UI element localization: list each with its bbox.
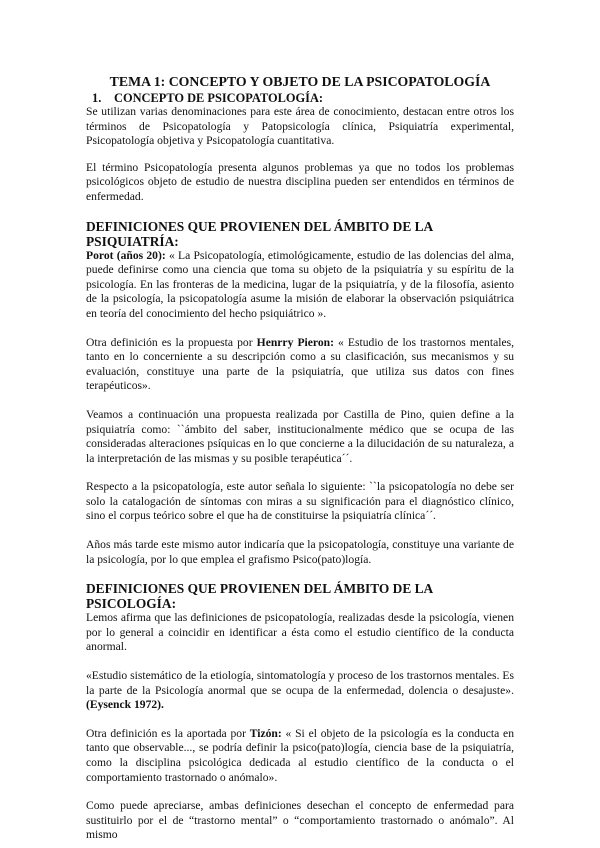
paragraph-respecto: Respecto a la psicopatología, este autor señala lo siguiente: ``la psicopatología no debe ser solo la catalogación de síntomas con miras a su significación para el diagnóstico clínico, sino el corpus teórico sobre el que ha de constituirse la psiquiatría clínica´´. — [86, 480, 514, 523]
tizon-text: « Si el objeto de la psicología es la conducta en tanto que observable..., se podría definir la psico(pato)logía, ciencia base de la psiquiatría, como la disciplina psicológica dedicada al estudio científico de la conducta o el comportamiento trastornado o anómalo». — [86, 726, 514, 784]
tizon-author: Tizón: — [249, 726, 282, 740]
porot-text: « La Psicopatología, etimológicamente, estudio de las dolencias del alma, puede definirse como una ciencia que toma su objeto de la psiquiatría y su espíritu de la psicología. En las fronteras de la medicina, lugar de la psiquiatría, y de la filosofía, asiento de la psicología, la psicopatología asume la misión de elaborar la observación psiquiátrica en teoría del conocimiento del hecho psiquiátrico ». — [86, 248, 514, 320]
paragraph-anos: Años más tarde este mismo autor indicaría que la psicopatología, constituye una variante de la psicología, por lo que emplea el grafismo Psico(pato)logía. — [86, 538, 514, 566]
section-number: 1. — [92, 91, 102, 105]
paragraph-castilla: Veamos a continuación una propuesta realizada por Castilla de Pino, quien define a la psiquiatría como: ``ámbito del saber, institucionalmente médico que se ocupa de las consideradas alteraciones psíquicas en lo que concierne a la dilucidación de su naturaleza, a la interpretación de las mismas y su posible terapéutica´´. — [86, 407, 514, 465]
document-title: TEMA 1: CONCEPTO Y OBJETO DE LA PSICOPATOLOGÍA — [109, 74, 491, 89]
paragraph-problem: El término Psicopatología presenta algunos problemas ya que no todos los problemas psicológicos objeto de estudio de nuestra disciplina pueden ser entendidos en términos de enfermedad. — [86, 160, 514, 203]
paragraph-porot — [86, 249, 514, 322]
section-heading-text: CONCEPTO DE PSICOPATOLOGÍA: — [114, 91, 324, 105]
paragraph-eysenck — [86, 669, 514, 713]
heading-psicologia: DEFINICIONES QUE PROVIENEN DEL ÁMBITO DE LA PSICOLOGÍA: — [86, 581, 433, 612]
porot-author: Porot (años 20): — [86, 248, 166, 262]
pieron-text: « Estudio de los trastornos mentales, tanto en lo concerniente a su descripción como a su clasificación, sus mecanismos y su evaluación, constituye una parte de la psiquiatría, que utiliza sus datos con fines terapéuticos». — [86, 335, 514, 393]
paragraph-pieron — [86, 336, 514, 394]
eysenck-text: «Estudio sistemático de la etiología, sintomatología y proceso de los trastornos mentales. Es la parte de la Psicología anormal que se ocupa de la enfermedad, dolencia o desajuste». — [86, 669, 514, 697]
heading-psiquiatria: DEFINICIONES QUE PROVIENEN DEL ÁMBITO DE LA PSIQUIATRÍA: — [86, 218, 433, 249]
pieron-lead: Otra definición es la propuesta por — [86, 335, 257, 349]
tizon-lead: Otra definición es la aportada por — [86, 726, 250, 740]
paragraph-tizon — [86, 727, 514, 785]
pieron-author: Henrry Pieron: — [256, 335, 334, 349]
paragraph-intro: Se utilizan varias denominaciones para este área de conocimiento, destacan entre otros los términos de Psicopatología y Patopsicología clínica, Psiquiatría experimental, Psicopatología objetiva y Psicopatología cuantitativa. — [86, 105, 514, 148]
section-heading-concepto — [92, 91, 514, 105]
paragraph-final: Como puede apreciarse, ambas definiciones desechan el concepto de enfermedad para sustituirlo por el de “trastorno mental” o “comportamiento trastornado o anómalo”. Al mismo — [86, 799, 514, 842]
eysenck-author: (Eysenck 1972). — [86, 698, 164, 712]
paragraph-lemos: Lemos afirma que las definiciones de psicopatología, realizadas desde la psicología, vienen por lo general a coincidir en identificar a ésta como el estudio científico de la conducta anormal. — [86, 611, 514, 654]
